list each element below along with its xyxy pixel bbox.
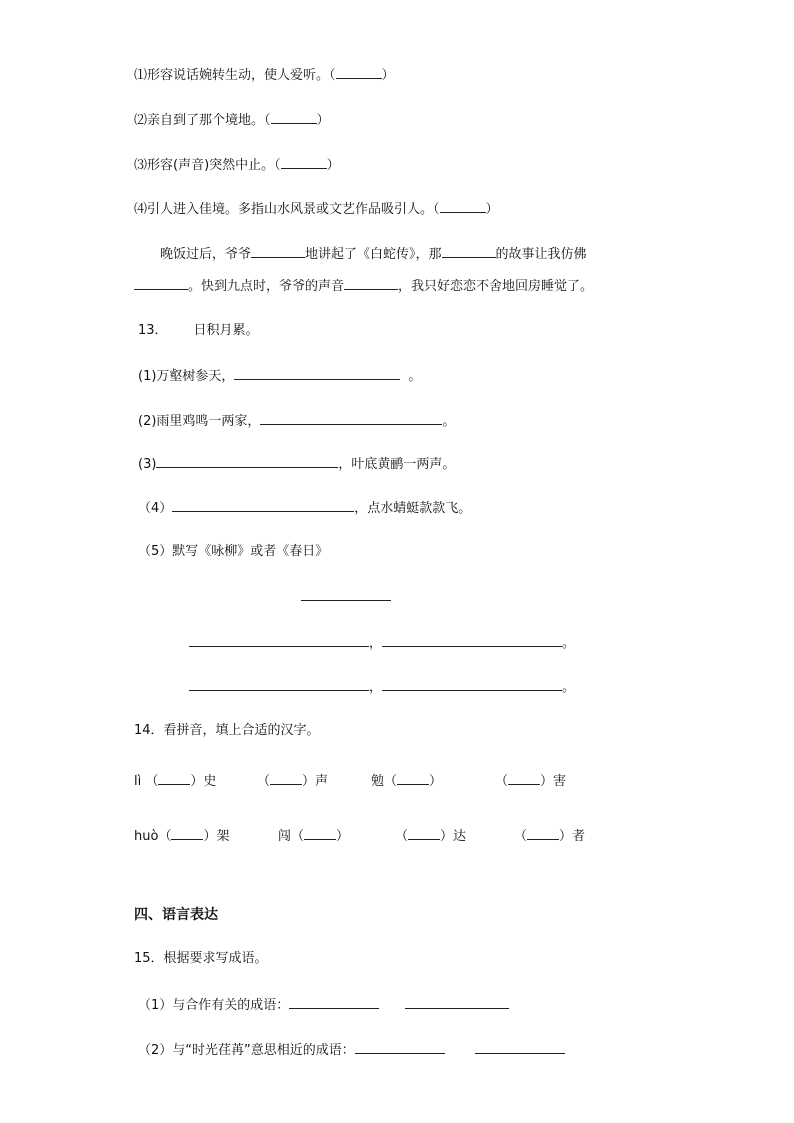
answer-blank[interactable] — [270, 772, 302, 785]
answer-blank[interactable] — [440, 200, 486, 213]
answer-blank[interactable] — [527, 827, 559, 840]
section-4-heading: 四、语言表达 — [134, 907, 218, 923]
q14-row-2: huò（ ）架 — [134, 829, 230, 844]
passage-line-1: 晚饭过后，爷爷 地讲起了《白蛇传》，那 的故事让我仿佛 — [160, 247, 587, 262]
answer-blank[interactable] — [344, 277, 398, 290]
poem-line-2: ， 。 — [189, 678, 575, 697]
q12-item-3: ⑶形容(声音)突然中止。（ ） — [134, 158, 340, 173]
q12-item-2: ⑵亲自到了那个境地。（ ） — [134, 113, 330, 128]
answer-blank[interactable] — [260, 412, 442, 425]
q14-row-1-cell-2: （ ）声 — [257, 774, 329, 789]
q14-row-2-cell-2: 闯（ ） — [278, 829, 350, 844]
q12-item-4: ⑷引人进入佳境。多指山水风景或文艺作品吸引人。（ ） — [134, 202, 499, 217]
answer-blank[interactable] — [189, 678, 369, 691]
answer-blank[interactable] — [382, 678, 562, 691]
poem-title-blank[interactable] — [301, 588, 391, 601]
q15-item-2: （2）与“时光荏苒”意思相近的成语： — [138, 1041, 565, 1060]
answer-blank[interactable] — [475, 1041, 565, 1054]
poem-title-blank-row — [301, 588, 391, 607]
answer-blank[interactable] — [158, 772, 190, 785]
answer-blank[interactable] — [289, 996, 379, 1009]
q14-row-1-cell-3: 勉（ ） — [371, 774, 443, 789]
answer-blank[interactable] — [382, 634, 562, 647]
q13-item-2: (2)雨里鸡鸣一两家， 。 — [138, 414, 456, 429]
q13-item-1: (1)万壑树参天， 。 — [138, 369, 422, 384]
q14-row-2-cell-4: （ ）者 — [514, 829, 586, 844]
answer-blank[interactable] — [189, 634, 369, 647]
q14-title: 14．看拼音，填上合适的汉字。 — [134, 723, 320, 738]
q14-row-1: lì （ ）史 — [134, 774, 217, 789]
answer-blank[interactable] — [304, 827, 336, 840]
answer-blank[interactable] — [355, 1041, 445, 1054]
answer-blank[interactable] — [442, 245, 496, 258]
answer-blank[interactable] — [405, 996, 509, 1009]
q13-item-3: (3) ，叶底黄鹂一两声。 — [138, 457, 456, 472]
q13-heading: 13． 日积月累。 — [138, 323, 259, 338]
answer-blank[interactable] — [271, 111, 317, 124]
answer-blank[interactable] — [397, 772, 429, 785]
q14-row-2-cell-3: （ ）达 — [395, 829, 467, 844]
answer-blank[interactable] — [281, 156, 327, 169]
q13-item-4: （4） ，点水蜻蜓款款飞。 — [138, 501, 472, 516]
pinyin-label: huò — [134, 829, 159, 844]
answer-blank[interactable] — [171, 827, 203, 840]
answer-blank[interactable] — [336, 66, 382, 79]
answer-blank[interactable] — [172, 499, 354, 512]
poem-line-1: ， 。 — [189, 634, 575, 653]
passage-line-2: 。快到九点时，爷爷的声音 ，我只好恋恋不舍地回房睡觉了。 — [134, 277, 593, 296]
q14-row-1-cell-4: （ ）害 — [495, 774, 567, 789]
q12-item-1: ⑴形容说话婉转生动，使人爱听。（ ） — [134, 68, 395, 83]
answer-blank[interactable] — [251, 245, 305, 258]
answer-blank[interactable] — [408, 827, 440, 840]
q15-item-1: （1）与合作有关的成语： — [138, 996, 509, 1015]
answer-blank[interactable] — [234, 367, 400, 380]
answer-blank[interactable] — [156, 455, 338, 468]
answer-blank[interactable] — [508, 772, 540, 785]
q15-title: 15．根据要求写成语。 — [134, 951, 268, 966]
answer-blank[interactable] — [134, 277, 188, 290]
pinyin-label: lì — [134, 774, 142, 789]
q13-item-5: （5）默写《咏柳》或者《春日》 — [138, 544, 329, 559]
